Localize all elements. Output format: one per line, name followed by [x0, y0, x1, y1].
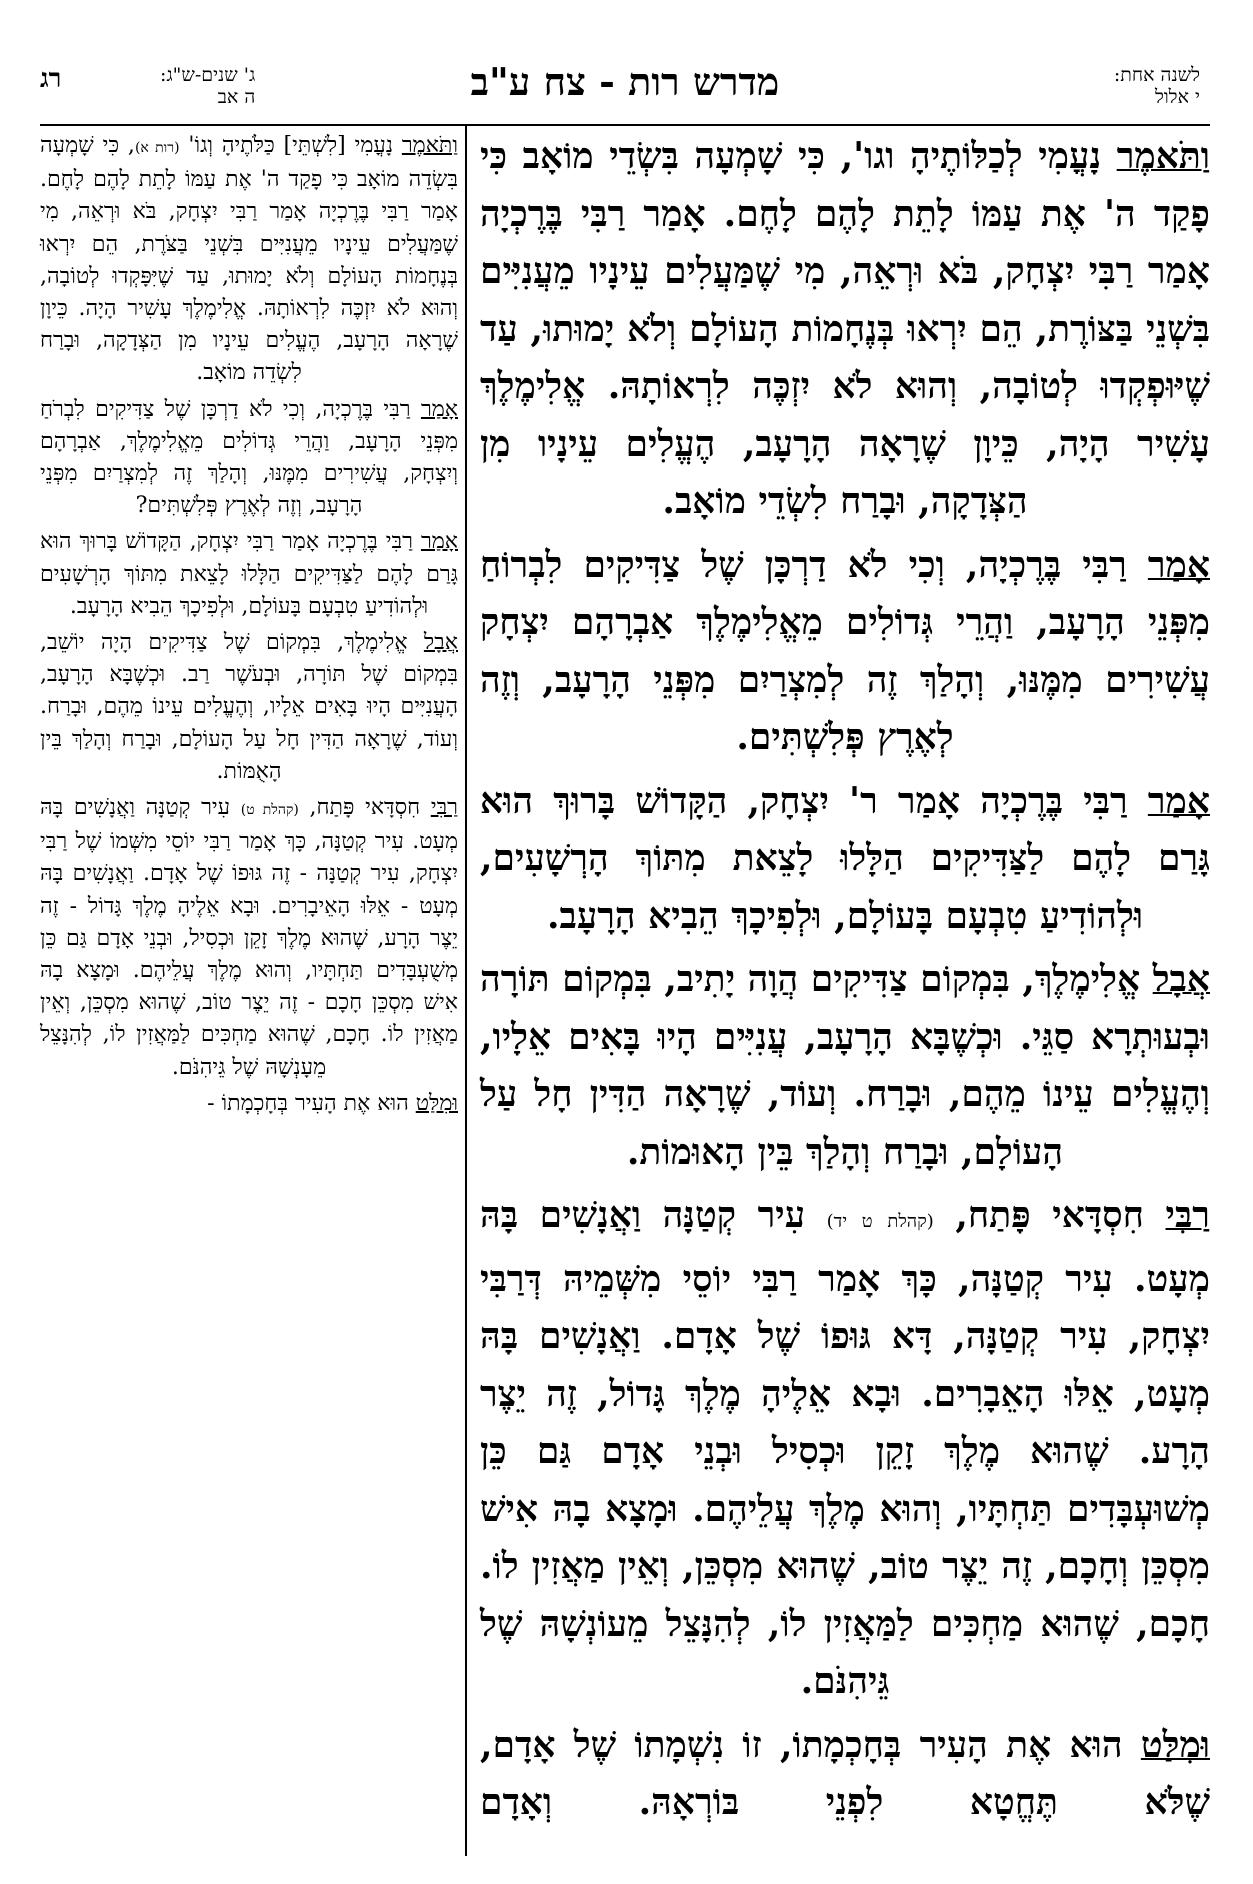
main-paragraph [480, 951, 1210, 1181]
main-column-aramaic-translation [480, 128, 1210, 1838]
header-one-year-date: י אלול [1154, 86, 1200, 108]
paragraph-lead-word: אֲבָל [1152, 958, 1210, 1000]
header-rule [40, 124, 1210, 126]
paragraph-lead-word: אָמַר [1147, 779, 1210, 822]
source-reference: (קהלת ט) [240, 802, 299, 819]
paragraph-lead-word: וַתֹּאמֶר [401, 133, 458, 158]
paragraph-lead-word: וַתֹּאמֶר [1116, 135, 1210, 177]
main-paragraph [480, 128, 1210, 531]
side-paragraph [40, 526, 458, 623]
paragraph-lead-word: אָמַר [1147, 543, 1210, 586]
page-title: מדרש רות - צח ע"ב [470, 59, 780, 104]
paragraph-text: חִסְדָּאי פָּתַח, [933, 1194, 1166, 1236]
side-column-hebrew-translation [40, 130, 458, 1124]
source-reference: (קהלת ט יד) [826, 1211, 934, 1232]
header-three-year-label: ג' שנים-ש"ג: [160, 64, 256, 86]
paragraph-text: , כִּי שָׁמְעָה בִּשְׂדֵה מוֹאָב כִּי פָקַד ה' אֶת עַמּוֹ לָתֵת לָהֶם לָחֶם. אָמַר רַבִּי בֶּרֶכְיָה אָמַר רַבִּי יִצְחָק, בֹּא וּרְאֵה, מִי שֶׁמַּעֲלִים עֵינָיו מֵעֲנִיִּים בִּשְׁנֵי בַּצֹּרֶת, הֵם יִרְאוּ בְּנֶחָמוֹת הָעוֹלָם וְלֹא יָמוּתוּ, עַד שֶׁיִּפָּקְדוּ לְטוֹבָה, וְהוּא לֹא יִזְכֶּה לִרְאוֹתָהּ. אֱלִימֶלֶךְ עָשִׁיר הָיָה. כֵּיוָן שֶׁרָאָה הָרָעָב, הֶעֱלִים עֵינָיו מִן הַצְּדָקָה, וּבָרַח לִשְׂדֵה מוֹאָב. [40, 133, 458, 386]
paragraph-text: הוּא אֶת הָעִיר בְּחָכְמָתוֹ - [207, 1090, 416, 1116]
header-study-schedule-three-years [160, 64, 255, 108]
paragraph-lead-word: וּמִלַּט [1140, 1723, 1210, 1766]
paragraph-text: חִסְדָּאי פָּתַח, [298, 795, 431, 821]
paragraph-text: הוּא אֶת הָעִיר בְּחָכְמָתוֹ, זוֹ נִשְׁמָתוֹ שֶׁל אָדָם, שֶׁלֹּא תֶּחֱטָא לִפְנֵי בּוֹרְאָהּ. וְאָדָם [480, 1723, 1210, 1823]
paragraph-lead-word: רַבִּי [430, 795, 458, 821]
paragraph-lead-word: רַבִּי [1165, 1194, 1210, 1236]
paragraph-text: רַבִּי בֶּרֶכְיָה, וְכִי לֹא דַרְכָּן שֶׁל צַדִּיקִים לִבְרוֹחַ מִפְּנֵי הָרָעָב, וַהֲרֵי גְּדוֹלִים מֵאֱלִימֶלֶךְ אַבְרָהָם יִצְחָק עֲשִׁירִים מִמֶּנּוּ, וְהָלַךְ זֶה לְמִצְרַיִם מִפְּנֵי הָרָעָב, וְזֶה לְאֶרֶץ פְּלִשְׁתִּים. [480, 543, 1210, 758]
paragraph-text: עִיר קְטַנָּה וַאֲנָשִׁים בָּהּ מְעָט. עִיר קְטַנָּה, כָּךְ אָמַר רַבִּי יוֹסֵי מִשְּׁמוֹ שֶׁל רַבִּי יִצְחָק, עִיר קְטַנָּה - זֶה גּוּפוֹ שֶׁל אָדָם. וַאֲנָשִׁים בָּהּ מְעָט - אֵלּוּ הָאֵיבָרִים. וּבָא אֵלֶיהָ מֶלֶךְ גָּדוֹל - זֶה יֵצֶר הָרָע, שֶׁהוּא מֶלֶךְ זָקֵן וּכְסִיל, וּבְנֵי אָדָם גַּם כֵּן מְשֻׁעְבָּדִים תַּחְתָּיו, וְהוּא מֶלֶךְ עֲלֵיהֶם. וּמָצָא בָהּ אִישׁ מִסְכֵּן חָכָם - זֶה יֵצֶר טוֹב, שֶׁהוּא מִסְכֵּן, וְאֵין מַאֲזִין לוֹ. חָכָם, שֶׁהוּא מַחְכִּים לַמַּאֲזִין לוֹ, לְהִנָּצֵל מֵעָנְשָׁהּ שֶׁל גֵּיהִנֹּם. [40, 795, 458, 1080]
main-paragraph [480, 1187, 1210, 1711]
paragraph-text: אֱלִימֶלֶךְ, בִּמְקוֹם שֶׁל צַדִּיקִים הָיָה יוֹשֵׁב, בִּמְקוֹם שֶׁל תּוֹרָה, וּבְעֹשֶׁר רַב. וּכְשֶׁבָּא הָרָעָב, הָעֲנִיִּים הָיוּ בָּאִים אֵלָיו, וְהֶעֱלִים עֵינוֹ מֵהֶם, וּבָרַח. וְעוֹד, שֶׁרָאָה הַדִּין חָל עַל הָעוֹלָם, וּבָרַח וְהָלַךְ בֵּין הָאֻמּוֹת. [40, 630, 458, 784]
main-paragraph [480, 1717, 1210, 1832]
paragraph-text: רַבִּי בֶּרֶכְיָה אָמַר רַבִּי יִצְחָק, הַקָּדוֹשׁ בָּרוּךְ הוּא גָּרַם לָהֶם לַצַּדִּיקִים הַלָּלוּ לָצֵאת מִתּוֹךְ הָרְשָׁעִים וּלְהוֹדִיעַ טִבְעָם בָּעוֹלָם, וּלְפִיכָךְ הֵבִיא הָרָעָב. [40, 529, 458, 619]
main-paragraph [480, 537, 1210, 767]
source-reference: (רות א) [134, 140, 180, 156]
paragraph-text: רַבִּי בֶּרֶכְיָה, וְכִי לֹא דַרְכָּן שֶׁל צַדִּיקִים לִבְרֹחַ מִפְּנֵי הָרָעָב, וַהֲרֵי גְּדוֹלִים מֵאֱלִימֶלֶךְ, אַבְרָהָם וְיִצְחָק, עֲשִׁירִים מִמֶּנּוּ, וְהָלַךְ זֶה לְמִצְרַיִם מִפְּנֵי הָרָעָב, וְזֶה לְאֶרֶץ פְּלִשְׁתִּים? [40, 396, 458, 519]
page-header [40, 59, 1210, 124]
paragraph-lead-word: אָמַר [420, 529, 458, 555]
side-paragraph [40, 1088, 458, 1120]
main-paragraph [480, 773, 1210, 946]
paragraph-text: נָעֳמִי [לִשְׁתֵּי] כַּלֹּתֶיהָ וְגוֹ' [179, 133, 402, 158]
side-paragraph [40, 627, 458, 788]
column-divider [465, 126, 467, 1856]
paragraph-lead-word: אָמַר [420, 396, 458, 422]
paragraph-lead-word: וּמִלַּט [415, 1090, 458, 1116]
paragraph-text: נָעֳמִי לְכַלּוֹתֶיהָ וגו', כִּי שָׁמְעָה בִּשְׂדֵי מוֹאָב כִּי פָקַד ה' אֶת עַמּוֹ לָתֵת לָהֶם לָחֶם. אָמַר רַבִּי בֶּרֶכְיָה אָמַר רַבִּי יִצְחָק, בֹּא וּרְאֵה, מִי שֶׁמַּעֲלִים עֵינָיו מֵעֲנִיִּים בִּשְׁנֵי בַּצּוֹרֶת, הֵם יִרְאוּ בְּנֶחָמוֹת הָעוֹלָם וְלֹא יָמוּתוּ, עַד שֶׁיּוּפְקְדוּ לְטוֹבָה, וְהוּא לֹא יִזְכֶּה לִרְאוֹתָהּ. אֱלִימֶלֶךְ עָשִׁיר הָיָה, כֵּיוָן שֶׁרָאָה הָרָעָב, הֶעֱלִים עֵינָיו מִן הַצְּדָקָה, וּבָרַח לִשְׂדֵי מוֹאָב. [480, 135, 1210, 522]
paragraph-text: עִיר קְטַנָּה וַאֲנָשִׁים בָּהּ מְעָט. עִיר קְטַנָּה, כָּךְ אָמַר רַבִּי יוֹסֵי מִשְּׁמֵיהּ דְּרַבִּי יִצְחָק, עִיר קְטַנָּה, דָּא גּוּפוֹ שֶׁל אָדָם. וַאֲנָשִׁים בָּהּ מְעָט, אֵלּוּ הָאֵבָרִים. וּבָא אֵלֶיהָ מֶלֶךְ גָּדוֹל, זֶה יֵצֶר הָרָע. שֶׁהוּא מֶלֶךְ זָקֵן וּכְסִיל וּבְנֵי אָדָם גַּם כֵּן מְשׁוּעְבָּדִים תַּחְתָּיו, וְהוּא מֶלֶךְ עֲלֵיהֶם. וּמָצָא בָהּ אִישׁ מִסְכֵּן וְחָכָם, זֶה יֵצֶר טוֹב, שֶׁהוּא מִסְכֵּן, וְאֵין מַאֲזִין לוֹ. חָכָם, שֶׁהוּא מַחְכִּים לַמַּאֲזִין לוֹ, לְהִנָּצֵל מֵעוֹנְשָׁהּ שֶׁל גֵּיהִנֹּם. [480, 1194, 1210, 1702]
header-three-year-date: ה אב [217, 86, 256, 108]
side-paragraph [40, 394, 458, 523]
page-number: רג [40, 64, 62, 94]
header-one-year-label: לשנה אחת: [1113, 64, 1200, 86]
side-paragraph [40, 792, 458, 1084]
paragraph-text: רַבִּי בֶּרֶכְיָה אָמַר ר' יִצְחָק, הַקָּדוֹשׁ בָּרוּךְ הוּא גָּרַם לָהֶם לַצַּדִּיקִים הַלָּלוּ לָצֵאת מִתּוֹךְ הָרְשָׁעִים, וּלְהוֹדִיעַ טִבְעָם בָּעוֹלָם, וּלְפִיכָךְ הֵבִיא הָרָעָב. [480, 779, 1210, 937]
paragraph-lead-word: אֲבָל [423, 630, 458, 656]
paragraph-text: אֱלִימֶלֶךְ, בִּמְקוֹם צַדִּיקִים הֲוָה יָתִיב, בִּמְקוֹם תּוֹרָה וּבְעוּתְרָא סַגֵּי. וּכְשֶׁבָּא הָרָעָב, עֲנִיִּים הָיוּ בָּאִים אֵלָיו, וְהֶעֱלִים עֵינוֹ מֵהֶם, וּבָרַח. וְעוֹד, שֶׁרָאָה הַדִּין חָל עַל הָעוֹלָם, וּבָרַח וְהָלַךְ בֵּין הָאוּמוֹת. [480, 958, 1210, 1173]
side-paragraph [40, 130, 458, 390]
